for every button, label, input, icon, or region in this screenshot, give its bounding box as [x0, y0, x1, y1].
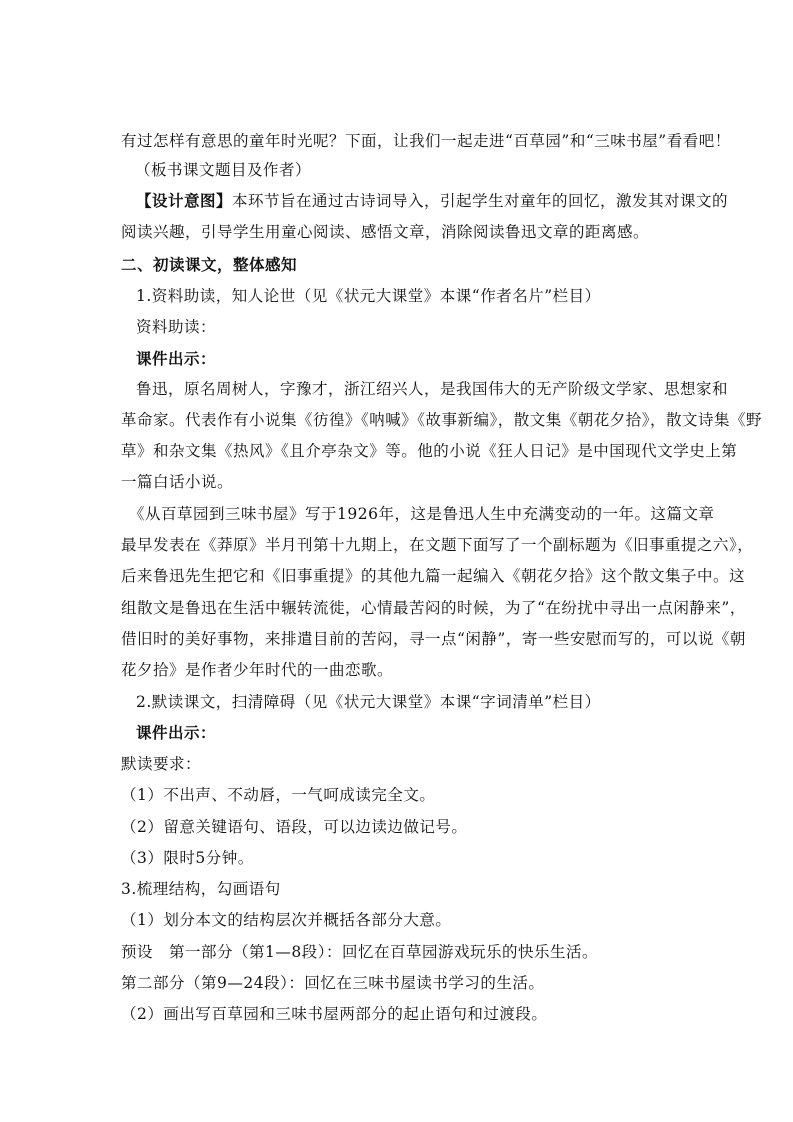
text-line: 一篇白话小说。 [121, 473, 234, 491]
design-intent-paragraph [136, 190, 728, 212]
text-line: （3）限时5分钟。 [121, 849, 254, 867]
text-line: 《从百草园到三味书屋》写于1926年，这是鲁迅人生中充满变动的一年。这篇文章 [129, 505, 715, 523]
text-line: 有过怎样有意思的童年时光呢？下面，让我们一起走进“百草园”和“三味书屋”看看吧！ [121, 132, 731, 150]
text-line: 草》和杂文集《热风》《且介亭杂文》等。他的小说《狂人日记》是中国现代文学史上第 [121, 442, 738, 460]
text-line: （1）不出声、不动唇，一气呵成读完全文。 [121, 786, 436, 804]
text-line: 后来鲁迅先生把它和《旧事重提》的其他九篇一起编入《朝花夕拾》这个散文集子中。这 [121, 567, 746, 585]
text-line: 默读要求： [121, 755, 202, 773]
text-line: 第二部分（第9—24段）：回忆在三味书屋读书学习的生活。 [121, 974, 545, 992]
text-line: 本环节旨在通过古诗词导入，引起学生对童年的回忆，激发其对课文的 [232, 192, 729, 210]
text-line: 最早发表在《莽原》半月刊第十九期上，在文题下面写了一个副标题为《旧事重提之六》， [121, 536, 754, 554]
text-line: （2）画出写百草园和三味书屋两部分的起止语句和过渡段。 [121, 1005, 548, 1023]
text-line: 组散文是鲁迅在生活中辗转流徙，心情最苦闷的时候，为了“在纷扰中寻出一点闲静来”， [121, 599, 746, 617]
text-line: 花夕拾》是作者少年时代的一曲恋歌。 [121, 661, 394, 679]
design-intent-label: 【设计意图】 [136, 191, 233, 210]
section-heading: 二、初读课文，整体感知 [121, 255, 298, 274]
text-line: 3.梳理结构，勾画语句 [121, 880, 281, 898]
text-line: 借旧时的美好事物，来排遣目前的苦闷，寻一点“闲静”，寄一些安慰而写的，可以说《朝 [121, 630, 746, 648]
text-line: （1）划分本文的结构层次并概括各部分大意。 [121, 911, 452, 929]
text-line: （板书课文题目及作者） [135, 161, 312, 179]
text-line: 资料助读： [136, 318, 217, 336]
courseware-label: 课件出示： [136, 723, 217, 742]
text-line: 2.默读课文，扫清障碍（见《状元大课堂》本课“字词清单”栏目） [136, 693, 601, 711]
text-line: 革命家。代表作有小说集《彷徨》《呐喊》《故事新编》，散文集《朝花夕拾》，散文诗集《野 [121, 411, 763, 429]
text-line: 鲁迅，原名周树人，字豫才，浙江绍兴人，是我国伟大的无产阶级文学家、思想家和 [136, 380, 729, 398]
courseware-label: 课件出示： [136, 349, 217, 368]
text-line: （2）留意关键语句、语段，可以边读边做记号。 [121, 818, 468, 836]
text-line: 阅读兴趣，引导学生用童心阅读、感悟文章，消除阅读鲁迅文章的距离感。 [121, 223, 650, 241]
text-line: 预设 第一部分（第1—8段）：回忆在百草园游戏玩乐的快乐生活。 [121, 943, 598, 961]
text-line: 1.资料助读，知人论世（见《状元大课堂》本课“作者名片”栏目） [136, 287, 601, 305]
